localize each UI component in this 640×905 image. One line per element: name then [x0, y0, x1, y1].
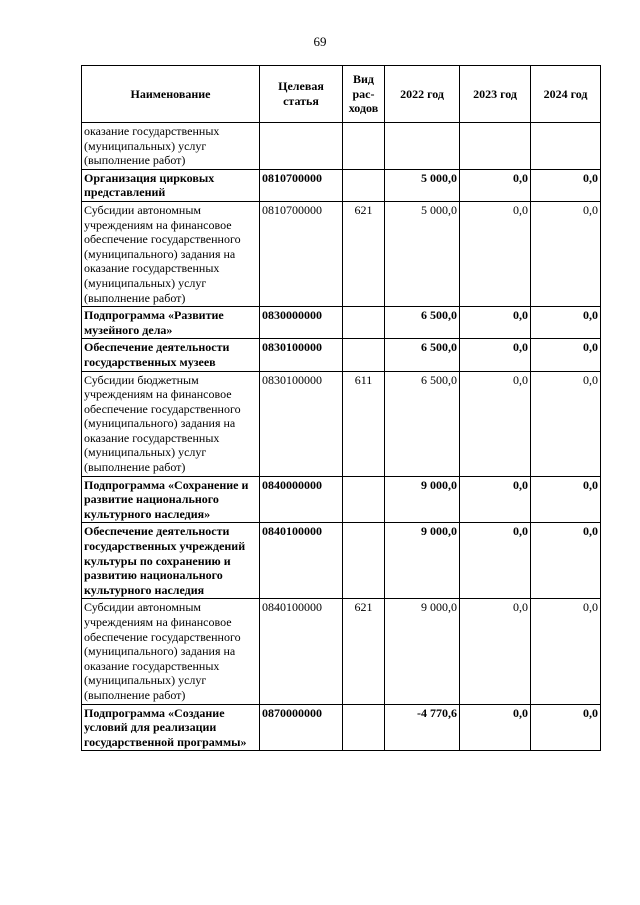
- table-row: [82, 523, 601, 599]
- row-2022: 5 000,0: [385, 201, 460, 306]
- row-2024: 0,0: [531, 371, 601, 476]
- header-2022: 2022 год: [385, 66, 460, 123]
- row-2024: 0,0: [531, 704, 601, 751]
- row-2024: 0,0: [531, 599, 601, 704]
- row-2023: 0,0: [460, 704, 531, 751]
- row-code: 0840100000: [260, 523, 343, 599]
- row-code: 0830100000: [260, 371, 343, 476]
- row-2023: 0,0: [460, 476, 531, 523]
- table-row: [82, 476, 601, 523]
- row-name: Подпрограмма «Создание условий для реализации государственной программы»: [82, 704, 260, 751]
- row-2024: 0,0: [531, 169, 601, 201]
- row-vid: [343, 307, 385, 339]
- table-row: [82, 599, 601, 704]
- row-name: Обеспечение деятельности государственных музеев: [82, 339, 260, 371]
- row-2022: 6 500,0: [385, 339, 460, 371]
- row-2023: 0,0: [460, 371, 531, 476]
- table-row: [82, 201, 601, 306]
- row-2023: 0,0: [460, 339, 531, 371]
- row-2022: 9 000,0: [385, 523, 460, 599]
- row-code: 0840000000: [260, 476, 343, 523]
- row-name: Подпрограмма «Сохранение и развитие национального культурного наследия»: [82, 476, 260, 523]
- row-2022: 6 500,0: [385, 307, 460, 339]
- row-code: 0870000000: [260, 704, 343, 751]
- row-name: Подпрограмма «Развитие музейного дела»: [82, 307, 260, 339]
- row-2024: 0,0: [531, 307, 601, 339]
- row-name: Обеспечение деятельности государственных учреждений культуры по сохранению и развитию национального культурного наследия: [82, 523, 260, 599]
- row-2023: 0,0: [460, 523, 531, 599]
- row-vid: [343, 523, 385, 599]
- row-vid: 611: [343, 371, 385, 476]
- row-2022: 9 000,0: [385, 599, 460, 704]
- row-vid: [343, 123, 385, 170]
- table-row: [82, 371, 601, 476]
- row-name: Субсидии бюджетным учреждениям на финансовое обеспечение государственного (муниципального) задания на оказание государственных (муниципальных) услуг (выполнение работ): [82, 371, 260, 476]
- row-code: 0810700000: [260, 169, 343, 201]
- page-number: 69: [313, 34, 327, 49]
- row-vid: [343, 704, 385, 751]
- row-2024: 0,0: [531, 523, 601, 599]
- table-row: [82, 169, 601, 201]
- table-row: [82, 307, 601, 339]
- row-2023: [460, 123, 531, 170]
- row-2024: 0,0: [531, 476, 601, 523]
- table-row: [82, 339, 601, 371]
- header-2023: 2023 год: [460, 66, 531, 123]
- header-name: Наименование: [82, 66, 260, 123]
- row-code: [260, 123, 343, 170]
- row-2024: [531, 123, 601, 170]
- budget-table: [81, 65, 601, 751]
- row-2023: 0,0: [460, 201, 531, 306]
- row-2022: 9 000,0: [385, 476, 460, 523]
- row-name: Субсидии автономным учреждениям на финансовое обеспечение государственного (муниципального) задания на оказание государственных (муниципальных) услуг (выполнение работ): [82, 201, 260, 306]
- row-2022: [385, 123, 460, 170]
- row-2022: -4 770,6: [385, 704, 460, 751]
- header-vid: Вид рас-ходов: [343, 66, 385, 123]
- row-code: 0840100000: [260, 599, 343, 704]
- row-name: Субсидии автономным учреждениям на финансовое обеспечение государственного (муниципального) задания на оказание государственных (муниципальных) услуг (выполнение работ): [82, 599, 260, 704]
- row-code: 0810700000: [260, 201, 343, 306]
- row-vid: [343, 169, 385, 201]
- row-2022: 5 000,0: [385, 169, 460, 201]
- header-2024: 2024 год: [531, 66, 601, 123]
- table-row: [82, 123, 601, 170]
- row-2023: 0,0: [460, 599, 531, 704]
- row-vid: [343, 339, 385, 371]
- row-2022: 6 500,0: [385, 371, 460, 476]
- row-2024: 0,0: [531, 201, 601, 306]
- table-row: [82, 704, 601, 751]
- row-2023: 0,0: [460, 169, 531, 201]
- row-code: 0830100000: [260, 339, 343, 371]
- row-name: оказание государственных (муниципальных) услуг (выполнение работ): [82, 123, 260, 170]
- row-2023: 0,0: [460, 307, 531, 339]
- row-code: 0830000000: [260, 307, 343, 339]
- row-2024: 0,0: [531, 339, 601, 371]
- row-vid: [343, 476, 385, 523]
- row-vid: 621: [343, 599, 385, 704]
- row-vid: 621: [343, 201, 385, 306]
- header-code: Целевая статья: [260, 66, 343, 123]
- row-name: Организация цирковых представлений: [82, 169, 260, 201]
- table-header-row: [82, 66, 601, 123]
